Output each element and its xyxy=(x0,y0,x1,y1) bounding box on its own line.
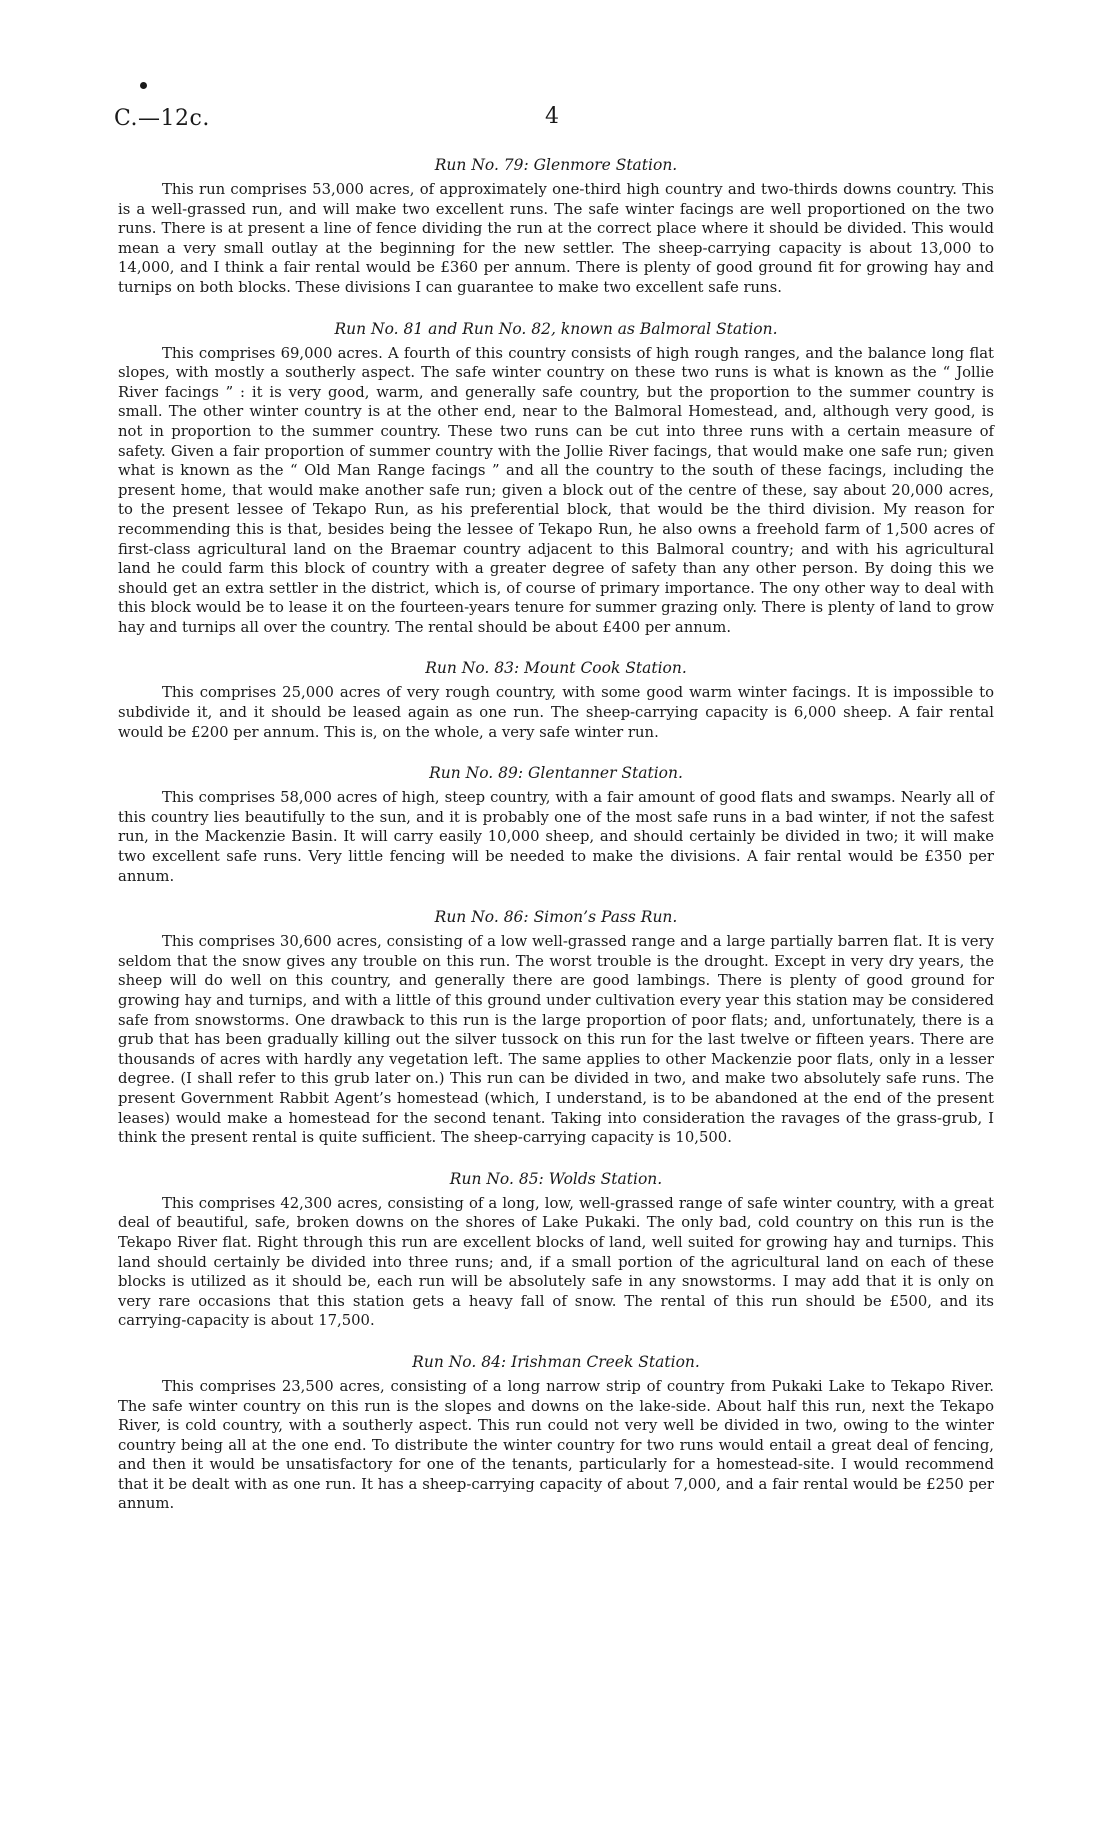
section-run-79 xyxy=(118,156,994,298)
section-run-89 xyxy=(118,764,994,886)
section-run-84 xyxy=(118,1353,994,1514)
section-run-86 xyxy=(118,908,994,1148)
section-title: Run No. 83: Mount Cook Station. xyxy=(425,659,687,678)
section-title: Run No. 85: Wolds Station. xyxy=(449,1169,663,1188)
section-run-83 xyxy=(118,659,994,742)
section-paragraph: This run comprises 53,000 acres, of approximately one-third high country and two-thirds downs country. This is a well-grassed run, and will make two excellent runs. The safe winter facings are well proportioned on the two runs. There is at present a line of fence dividing the run at the correct place where it should be divided. This would mean a very small outlay at the beginning for the new settler. The sheep-carrying capacity is about 13,000 to 14,000, and I think a fair rental would be £360 per annum. There is plenty of good ground fit for growing hay and turnips on both blocks. These divisions I can guarantee to make two excellent safe runs. xyxy=(118,181,994,296)
section-paragraph: This comprises 30,600 acres, consisting of a low well-grassed range and a large partially barren flat. It is very seldom that the snow gives any trouble on this run. The worst trouble is the drought. Except in very dry years, the sheep will do well on this country, and generally there are good lambings. There is plenty of good ground for growing hay and turnips, and with a little of this ground under cultivation every year this station may be considered safe from snowstorms. One drawback to this run is the large proportion of poor flats; and, unfortunately, there is a grub that has been gradually killing out the silver tussock on this run for the last twelve or fifteen years. There are thousands of acres with hardly any vegetation left. The same applies to other Mackenzie poor flats, only in a lesser degree. (I shall refer to this grub later on.) This run can be divided in two, and make two absolutely safe runs. The present Government Rabbit Agent’s homestead (which, I understand, is to be abandoned at the end of the present leases) would make a homestead for the second tenant. Taking into consideration the ravages of the grass-grub, I think the present rental is quite sufficient. The sheep-carrying capacity is 10,500. xyxy=(118,933,994,1147)
section-title: Run No. 81 and Run No. 82, known as Balmoral Station. xyxy=(334,319,778,338)
section-paragraph: This comprises 58,000 acres of high, steep country, with a fair amount of good flats and swamps. Nearly all of this country lies beautifully to the sun, and it is probably one of the most safe runs in a bad winter, if not the safest run, in the Mackenzie Basin. It will carry easily 10,000 sheep, and should certainly be divided in two; it will make two excellent safe runs. Very little fencing will be needed to make the divisions. A fair rental would be £350 per annum. xyxy=(118,789,994,885)
section-paragraph: This comprises 23,500 acres, consisting of a long narrow strip of country from Pukaki Lake to Tekapo River. The safe winter country on this run is the slopes and downs on the lake-side. About half this run, next the Tekapo River, is cold country, with a southerly aspect. This run could not very well be divided in two, owing to the winter country being all at the one end. To distribute the winter country for two runs would entail a great deal of fencing, and then it would be unsatisfactory for one of the tenants, particularly for a homestead-site. I would recommend that it be dealt with as one run. It has a sheep-carrying capacity of about 7,000, and a fair rental would be £250 per annum. xyxy=(118,1377,994,1513)
section-paragraph: This comprises 69,000 acres. A fourth of this country consists of high rough ranges, and the balance long flat slopes, with mostly a southerly aspect. The safe winter country on these two runs is what is known as the “ Jollie River facings ” : it is very good, warm, and generally safe country, but the proportion to the summer country is small. The other winter country is at the other end, near to the Balmoral Homestead, and, although very good, is not in proportion to the summer country. These two runs can be cut into three runs with a certain measure of safety. Given a fair proportion of summer country with the Jollie River facings, that would make one safe run; given what is known as the “ Old Man Range facings ” and all the country to the south of these facings, including the present home, that would make another safe run; given a block out of the centre of these, say about 20,000 acres, to the present lessee of Tekapo Run, as his preferential block, that would be the third division. My reason for recommending this is that, besides being the lessee of Tekapo Run, he also owns a freehold farm of 1,500 acres of first-class agricultural land on the Braemar country adjacent to this Balmoral country; and with his agricultural land he could farm this block of country with a greater degree of safety than any other person. By doing this we should get an extra settler in the district, which is, of course of primary importance. The ony other way to deal with this block would be to lease it on the fourteen-years tenure for summer grazing only. There is plenty of land to grow hay and turnips all over the country. The rental should be about £400 per annum. xyxy=(118,344,994,636)
section-run-85 xyxy=(118,1170,994,1331)
section-title: Run No. 89: Glentanner Station. xyxy=(429,764,683,783)
section-title: Run No. 86: Simon’s Pass Run. xyxy=(434,908,678,927)
section-title: Run No. 79: Glenmore Station. xyxy=(434,156,678,174)
document-reference: C.—12c. xyxy=(114,106,210,131)
section-paragraph: This comprises 42,300 acres, consisting of a long, low, well-grassed range of safe winter country, with a great deal of beautiful, safe, broken downs on the shores of Lake Pukaki. The only bad, cold country on this run is the Tekapo River flat. Right through this run are excellent blocks of land, well suited for growing hay and turnips. This land should certainly be divided into three runs; and, if a small portion of the agricultural land on each of these blocks is utilized as it should be, each run will be absolutely safe in any snowstorms. I may add that it is only on very rare occasions that this station gets a heavy fall of snow. The rental of this run should be £500, and its carrying-capacity is about 17,500. xyxy=(118,1194,994,1330)
document-body xyxy=(118,156,994,1536)
section-run-81-82 xyxy=(118,320,994,638)
section-title: Run No. 84: Irishman Creek Station. xyxy=(412,1352,700,1371)
ink-dot-mark xyxy=(140,82,147,89)
page-number: 4 xyxy=(545,104,559,129)
section-paragraph: This comprises 25,000 acres of very rough country, with some good warm winter facings. It is impossible to subdivide it, and it should be leased again as one run. The sheep-carrying capacity is 6,000 sheep. A fair rental would be £200 per annum. This is, on the whole, a very safe winter run. xyxy=(118,684,994,741)
